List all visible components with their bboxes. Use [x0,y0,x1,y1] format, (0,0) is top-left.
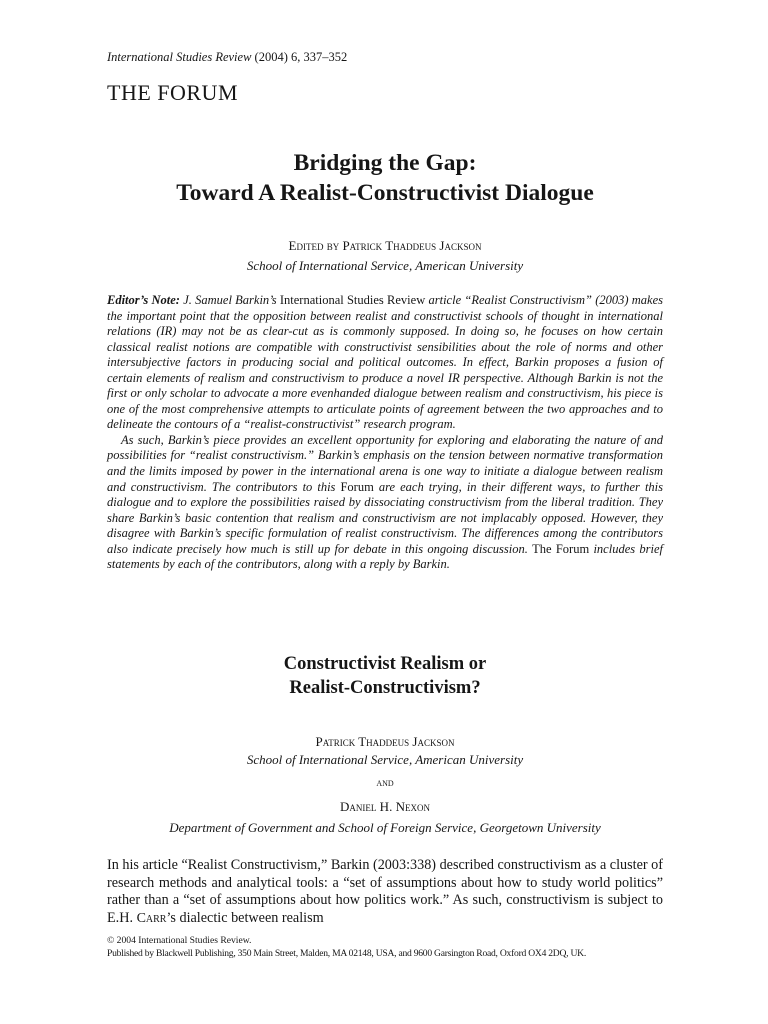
forum-editor-affiliation: School of International Service, American University [246,258,524,273]
author-2: Daniel H. Nexon [340,799,430,814]
author-1: Patrick Thaddeus Jackson [315,734,455,749]
editors-note [107,293,663,573]
publisher-notice: Published by Blackwell Publishing, 350 Main Street, Malden, MA 02148, USA, and 9600 Garsington Road, Oxford OX4 2DQ, UK. [107,948,586,959]
author-1-affiliation: School of International Service, American University [246,752,524,767]
editors-note-text: J. Samuel Barkin’s [179,293,280,307]
article-title-line-1: Constructivist Realism or [283,654,487,674]
editors-note-lead: Editor’s Note: [107,293,180,307]
article-title-line-2: Realist-Constructivism? [289,678,481,698]
section-label: THE FORUM [107,80,239,105]
author-conjunction: and [376,775,394,789]
forum-word: The Forum [532,541,590,556]
forum-title-line-1: Bridging the Gap: [293,150,477,176]
journal-page [107,0,663,1024]
copyright-notice: © 2004 International Studies Review. [107,935,252,946]
editors-note-text: As such, Barkin’s piece provides an excellent opportunity for exploring and elaborating the nature of and possibilities for “realist constructivism.” Barkin’s emphasis on the tension between normative transformation and the limits imposed by power in the international arena is one way to initiate a dialogue between realism and constructivism. The contributors to this [107,432,663,494]
article-body-paragraph [107,857,663,927]
editors-note-text: are each trying, in their different ways, to further this dialogue and to explore the possibilities raised by dissociating constructivism from the liberal tradition. They share Barkin’s basic contention that realism and constructivism are not implacably opposed. However, they disagree with Barkin’s specific formulation of realist constructivism. The differences among the contributors also indicate precisely how much is still up for debate in this ongoing discussion. [107,479,663,556]
forum-word: Forum [340,479,374,494]
forum-title [107,148,663,208]
author-name-carr: Carr [136,910,167,926]
editors-note-paragraph-1 [107,293,663,433]
editors-note-text: includes brief statements by each of the contributors, along with a reply by Barkin. [107,541,664,572]
running-head [107,50,347,65]
editors-note-paragraph-2 [107,433,663,573]
page-footer [107,934,667,960]
author-2-affiliation: Department of Government and School of Foreign Service, Georgetown University [169,820,601,835]
running-head-journal: International Studies Review [107,50,252,64]
journal-name: International Studies Review [279,293,426,307]
article-title [107,652,663,700]
forum-editor-byline: Edited by Patrick Thaddeus Jackson [288,238,482,253]
body-text: ’s dialectic between realism [166,909,324,926]
forum-title-line-2: Toward A Realist-Constructivist Dialogue [176,180,594,206]
editors-note-text: article “Realist Constructivism” (2003) makes the important point that the opposition between realist and constructivist schools of thought in international relations (IR) may not be as clear-cut as is commonly supposed. In doing so, he focuses on how certain classical realist notions are compatible with constructivist sensibilities about the role of norms and other intersubjective factors in producing social and political outcomes. In effect, Barkin proposes a fusion of certain elements of realism and constructivism to produce a novel IR perspective. Although Barkin is not the first or only scholar to advocate a more evenhanded dialogue between realism and constructivism, his piece is one of the most comprehensive attempts to articulate points of agreement between the two approaches and to delineate the contours of a “realist-constructivist” research program. [107,293,664,432]
running-head-citation: (2004) 6, 337–352 [251,50,348,64]
body-text: In his article “Realist Constructivism,” Barkin (2003:338) described constructivism as a cluster of research methods and analytical tools: a “set of assumptions about how to study world politics” rather than a “set of assumptions about how politics work.” As such, constructivism is subject to E.H. [107,857,663,926]
